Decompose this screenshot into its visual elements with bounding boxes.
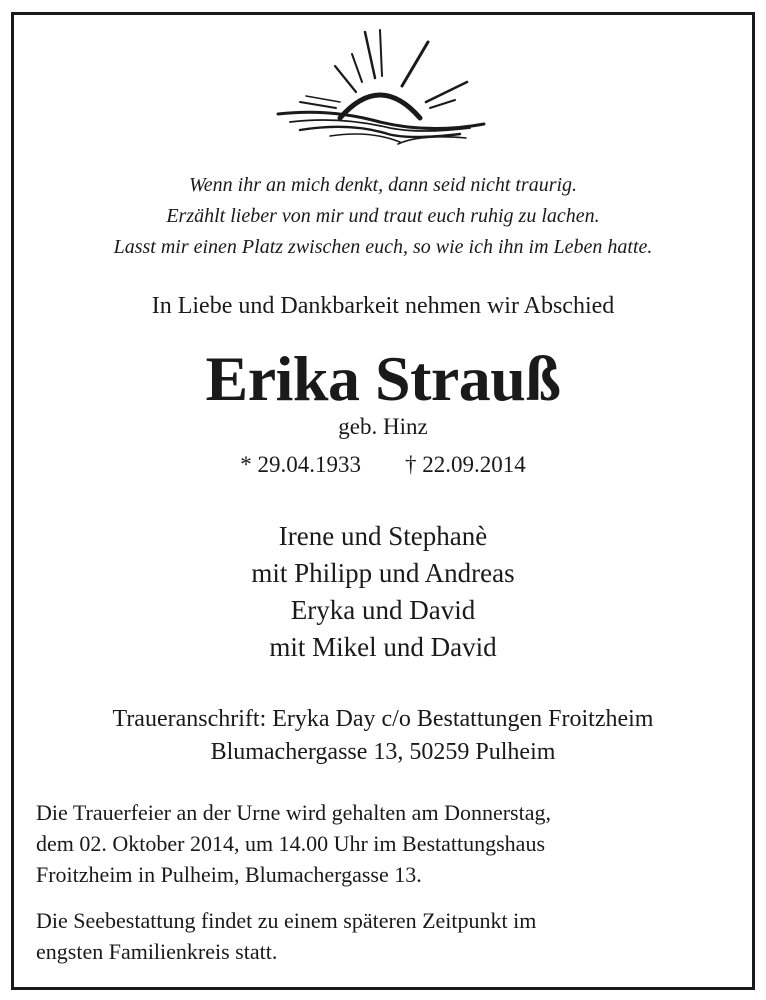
mourning-address xyxy=(0,703,766,769)
service-line: Froitzheim in Pulheim, Blumachergasse 13. xyxy=(36,862,422,887)
family-line: Irene und Stephanè xyxy=(278,521,488,551)
address-line: Blumachergasse 13, 50259 Pulheim xyxy=(210,739,556,765)
deceased-name: Erika Strauß xyxy=(205,343,561,414)
funeral-service-info xyxy=(36,797,736,890)
sunset-icon xyxy=(270,26,490,154)
sea-burial-line: engsten Familienkreis statt. xyxy=(36,939,278,964)
service-line: dem 02. Oktober 2014, um 14.00 Uhr im Bestattungshaus xyxy=(36,831,546,856)
family-line: mit Mikel und David xyxy=(269,632,497,662)
service-line: Die Trauerfeier an der Urne wird gehalten am Donnerstag, xyxy=(36,800,551,825)
birth-name: geb. Hinz xyxy=(338,414,428,439)
poem-line: Erzählt lieber von mir und traut euch ruhig zu lachen. xyxy=(166,205,600,227)
birth-date: * 29.04.1933 xyxy=(240,452,361,477)
life-dates xyxy=(0,450,766,480)
sea-burial-line: Die Seebestattung findet zu einem späteren Zeitpunkt im xyxy=(36,908,537,933)
sea-burial-info xyxy=(36,905,736,967)
family-line: mit Philipp und Andreas xyxy=(251,558,515,588)
family-list xyxy=(0,518,766,666)
family-line: Eryka und David xyxy=(290,595,476,625)
poem-line: Lasst mir einen Platz zwischen euch, so wie ich ihn im Leben hatte. xyxy=(113,236,653,258)
address-line: Traueranschrift: Eryka Day c/o Bestattungen Froitzheim xyxy=(112,706,654,732)
farewell-text: In Liebe und Dankbarkeit nehmen wir Abschied xyxy=(151,293,615,319)
poem xyxy=(0,170,766,263)
death-date: † 22.09.2014 xyxy=(405,452,526,477)
poem-line: Wenn ihr an mich denkt, dann seid nicht traurig. xyxy=(188,174,578,196)
